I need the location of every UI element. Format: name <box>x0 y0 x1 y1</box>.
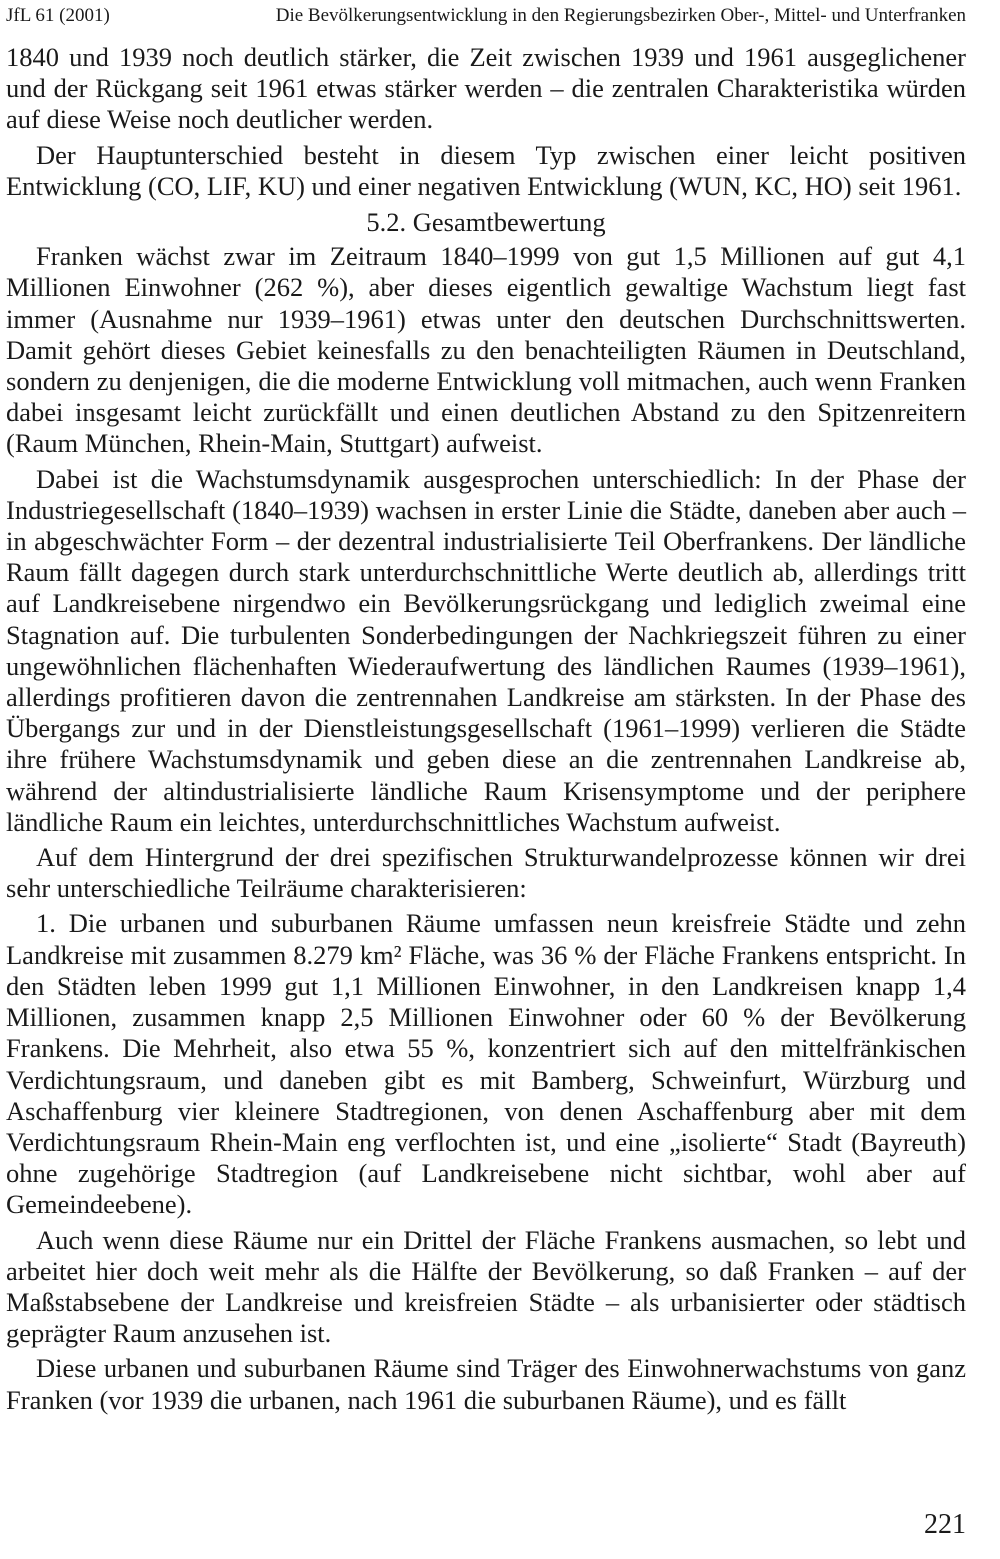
paragraph: Franken wächst zwar im Zeitraum 1840–1999 von gut 1,5 Millionen auf gut 4,1 Millionen Einwohner (262 %), aber dieses eigentlich gewaltige Wachstum liegt fast immer (Ausnahme nur 1939–1961) etwas unter den deutschen Durchschnittswerten. Damit gehört dieses Gebiet keinesfalls zu den benachteiligten Räumen in Deutschland, sondern zu denjenigen, die die moderne Entwicklung voll mitmachen, auch wenn Franken dabei insgesamt leicht zurückfällt und einen deutlichen Abstand zu den Spitzenreitern (Raum München, Rhein-Main, Stuttgart) aufweist. <box>6 241 966 459</box>
paragraph: Auch wenn diese Räume nur ein Drittel der Fläche Frankens ausmachen, so lebt und arbeitet hier doch weit mehr als die Hälfte der Bevölkerung, so daß Franken – auf der Maßstabsebene der Landkreise und kreisfreien Städte – als urbanisierter oder städtisch geprägter Raum anzusehen ist. <box>6 1224 966 1349</box>
document-page <box>6 0 966 1559</box>
journal-citation: JfL 61 (2001) <box>6 5 110 26</box>
running-head <box>6 4 966 28</box>
paragraph: Der Hauptunterschied besteht in diesem Typ zwischen einer leicht positiven Entwicklung (CO, LIF, KU) und einer negativen Entwicklung (WUN, KC, HO) seit 1961. <box>6 139 966 201</box>
running-title: Die Bevölkerungsentwicklung in den Regierungsbezirken Ober-, Mittel- und Unterfranken <box>275 5 966 26</box>
paragraph: Dabei ist die Wachstumsdynamik ausgesprochen unterschiedlich: In der Phase der Industriegesellschaft (1840–1939) wachsen in erster Linie die Städte, daneben aber auch – in abgeschwächter Form – der dezentral industrialisierte Teil Oberfrankens. Der ländliche Raum fällt dagegen durch stark unterdurchschnittliche Werte deutlich ab, allerdings tritt auf Landkreisebene nirgendwo ein Bevölkerungsrückgang und lediglich zweimal eine Stagnation auf. Die turbulenten Sonderbedingungen der Nachkriegszeit führen zu einer ungewöhnlichen flächenhaften Wiederaufwertung des ländlichen Raumes (1939–1961), allerdings profitieren davon die zentrennahen Landkreise am stärksten. In der Phase des Übergangs zur und in der Dienstleistungsgesellschaft (1961–1999) verlieren die Städte ihre frühere Wachstumsdynamik und geben diese an die zentrennahen Landkreise ab, während der altindustrialisierte ländliche Raum Krisensymptome und der periphere ländliche Raum ein leichtes, unterdurchschnittliches Wachstum aufweist. <box>6 463 966 837</box>
section-heading: 5.2. Gesamtbewertung <box>366 207 606 238</box>
paragraph: 1. Die urbanen und suburbanen Räume umfassen neun kreisfreie Städte und zehn Landkreise mit zusammen 8.279 km² Fläche, was 36 % der Fläche Frankens entspricht. In den Städten leben 1999 gut 1,1 Millionen Einwohner, in den Landkreisen knapp 1,4 Millionen, zusammen knapp 2,5 Millionen Einwohner oder 60 % der Bevölkerung Frankens. Die Mehrheit, also etwa 55 %, konzentriert sich auf den mittelfränkischen Verdichtungsraum, und daneben gibt es mit Bamberg, Schweinfurt, Würzburg und Aschaffenburg vier kleinere Stadtregionen, von denen Aschaffenburg aber mit dem Verdichtungsraum Rhein-Main eng verflochten ist, und eine „isolierte“ Stadt (Bayreuth) ohne zugehörige Stadtregion (auf Landkreisebene nicht sichtbar, wohl aber auf Gemeindeebene). <box>6 908 966 1220</box>
page-number: 221 <box>924 1509 966 1540</box>
body-text <box>6 42 966 1416</box>
paragraph: Diese urbanen und suburbanen Räume sind Träger des Einwohnerwachstums von ganz Franken (vor 1939 die urbanen, nach 1961 die suburbanen Räume), und es fällt <box>6 1353 966 1415</box>
paragraph-continued: 1840 und 1939 noch deutlich stärker, die Zeit zwischen 1939 und 1961 ausgeglichener und der Rückgang seit 1961 etwas stärker werden – die zentralen Charakteristika würden auf diese Weise noch deutlicher werden. <box>6 42 966 135</box>
paragraph: Auf dem Hintergrund der drei spezifischen Strukturwandelprozesse können wir drei sehr unterschiedliche Teilräume charakterisieren: <box>6 842 966 904</box>
